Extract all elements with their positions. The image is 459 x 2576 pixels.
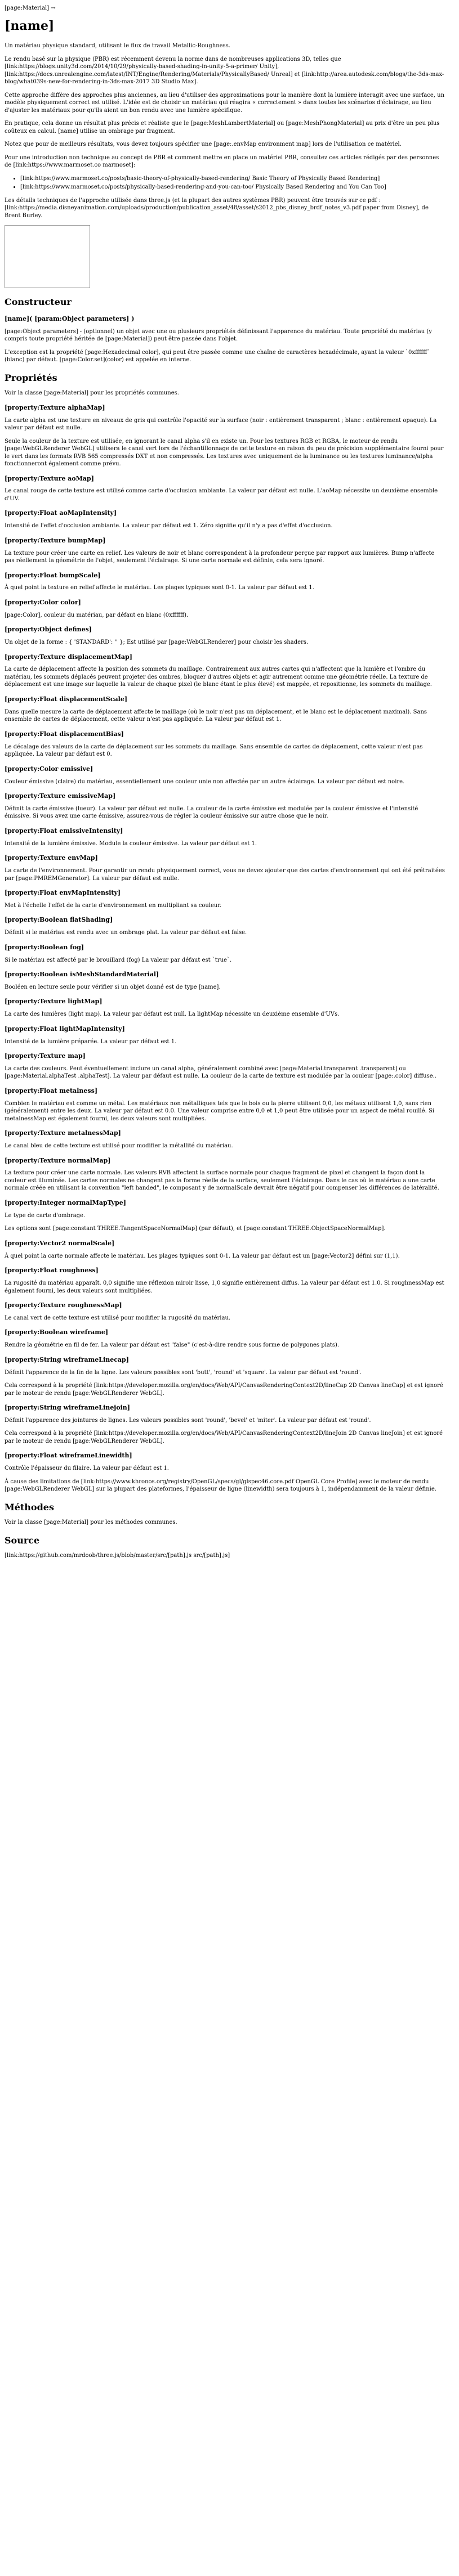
property-description: Contrôle l'épaisseur du filaire. La valeur par défaut est 1.: [5, 1465, 169, 1472]
property-description: Combien le matériau est comme un métal. Les matériaux non métalliques tels que le bois ou la pierre utilisent 0,0, les métaux utilisent 1,0, sans rien (généralement) entre les deux. La valeur par défaut est 0.0. Une valeur comprise entre 0,0 et 1,0 peut être utilisée pour un aspect de métal rouillé. Si metalnessMap est également fourni, les deux valeurs sont multipliées.: [5, 1100, 434, 1122]
property-heading: [property:Color color]: [5, 598, 81, 606]
intro-paragraph: Cette approche diffère des approches plus anciennes, au lieu d'utiliser des approximations pour la manière dont la lumière interagit avec une surface, un modèle physiquement correct est utilisé. L'idée est de choisir un matériau qui réagira « correctement » dans toutes les scénarios d'éclairage, au lieu d'ajuster les matériaux pour qu'ils aient un bon rendu avec une lumière spécifique.: [5, 92, 445, 114]
article-link-item[interactable]: • [link:https://www.marmoset.co/posts/physically-based-rendering-and-you-can-too/ Physically Based Rendering and You Can Too]: [20, 183, 445, 191]
property-description: La rugosité du matériau apparaît. 0,0 signifie une réflexion miroir lisse, 1,0 signifie entièrement diffus. La valeur par défaut est 1.0. Si roughnessMap est également fourni, les deux valeurs sont multipliées.: [5, 1280, 444, 1294]
property-description: Intensité de la lumière préparée. La valeur par défaut est 1.: [5, 1038, 177, 1045]
property-description: Intensité de l'effet d'occlusion ambiante. La valeur par défaut est 1. Zéro signifie qu'il n'y a pas d'effet d'occlusion.: [5, 523, 333, 529]
property-heading: [property:Boolean isMeshStandardMaterial]: [5, 971, 159, 979]
article-link-item[interactable]: • [link:https://www.marmoset.co/posts/basic-theory-of-physically-based-rendering/ Basic Theory of Physically Based Rendering]: [20, 175, 445, 183]
property-heading: [property:Float envMapIntensity]: [5, 889, 121, 897]
page-title: [name]: [5, 18, 55, 33]
property-description: Le type de carte d'ombrage.: [5, 1212, 86, 1219]
constructor-paragraph: L'exception est la propriété [page:Hexadecimal color], qui peut être passée comme une chaîne de caractères hexadécimale, ayant la valeur `0xffffff` (blanc) par défaut. [page:Color.set](color) est appelée en interne.: [5, 349, 430, 363]
property-heading: [property:Boolean fog]: [5, 943, 84, 951]
property-description: Cela correspond à la propriété [link:https://developer.mozilla.org/en/docs/Web/API/CanvasRenderingContext2D/lineCap 2D Canvas lineCap] et est ignoré par le moteur de rendu [page:WebGLRenderer WebGL].: [5, 1383, 443, 1397]
property-description: La texture pour créer une carte normale. Les valeurs RVB affectent la surface normale pour chaque fragment de pixel et changent la façon dont la couleur est illuminée. Les cartes normales ne changent pas la forme réelle de la surface, seulement l'éclairage. Dans le cas où le matériau a une carte normale créée en utilisant la convention "left handed", le composant y de normalScale devrait être négatif pour compenser les différences de latéralité.: [5, 1170, 439, 1192]
property-description: La carte alpha est une texture en niveaux de gris qui contrôle l'opacité sur la surface (noir : entièrement transparent ; blanc : entièrement opaque). La valeur par défaut est nulle.: [5, 417, 437, 432]
intro-section: [5, 42, 445, 169]
property-description: La texture pour créer une carte en relief. Les valeurs de noir et blanc correspondent à la profondeur perçue par rapport aux lumières. Bump n'affecte pas réellement la géométrie de l'objet, seulement l'éclairage. Si une carte normale est définie, cela sera ignoré.: [5, 550, 435, 564]
property-heading: [property:Texture displacementMap]: [5, 653, 132, 661]
property-heading: [property:Texture envMap]: [5, 854, 98, 862]
property-heading: [property:Color emissive]: [5, 765, 93, 773]
property-description: Booléen en lecture seule pour vérifier si un objet donné est de type [name].: [5, 984, 221, 990]
property-heading: [property:Boolean wireframe]: [5, 1329, 109, 1336]
property-description: La carte des lumières (light map). La valeur par défaut est null. La lightMap nécessite un deuxième ensemble d'UVs.: [5, 1011, 340, 1018]
property-description: Cela correspond à la propriété [link:https://developer.mozilla.org/en/docs/Web/API/CanvasRenderingContext2D/lineJoin 2D Canvas lineJoin] et est ignoré par le moteur de rendu [page:WebGLRenderer WebGL].: [5, 1430, 443, 1444]
property-description: À quel point la texture en relief affecte le matériau. Les plages typiques sont 0-1. La valeur par défaut est 1.: [5, 585, 314, 591]
property-heading: [property:Float roughness]: [5, 1267, 99, 1274]
property-heading: [property:Float wireframeLinewidth]: [5, 1452, 132, 1460]
constructor-description: [5, 328, 445, 364]
property-heading: [property:Integer normalMapType]: [5, 1199, 126, 1206]
property-heading: [property:Boolean flatShading]: [5, 916, 113, 924]
property-heading: [property:Float displacementBias]: [5, 730, 124, 738]
source-link[interactable]: [link:https://github.com/mrdoob/three.js/blob/master/src/[path].js src/[path].js]: [5, 1552, 230, 1559]
property-heading: [property:Texture alphaMap]: [5, 403, 105, 411]
property-description: Un objet de la forme : { 'STANDARD': '' }; Est utilisé par [page:WebGLRenderer] pour choisir les shaders.: [5, 639, 309, 646]
property-heading: [property:Float lightMapIntensity]: [5, 1025, 125, 1033]
intro-paragraph: Pour une introduction non technique au concept de PBR et comment mettre en place un matériel PBR, consultez ces articles rédigés par des personnes de [link:https://www.marmoset.co marmoset]:: [5, 154, 439, 169]
property-heading: [property:Texture emissiveMap]: [5, 792, 116, 800]
property-heading: [property:String wireframeLinejoin]: [5, 1404, 130, 1412]
intro-paragraph: Le rendu basé sur la physique (PBR) est récemment devenu la norme dans de nombreuses applications 3D, telles que [link:https://blogs.unity3d.com/2014/10/29/physically-based-shading-in-unity-5-a-primer/ Unity], [link:https://docs.unrealengine.com/latest/INT/Engine/Rendering/Materials/PhysicallyBased/ Unreal] et [link:http://area.autodesk.com/blogs/the-3ds-max-blog/what039s-new-for-rendering-in-3ds-max-2017 3D Studio Max].: [5, 56, 444, 86]
property-description: Couleur émissive (claire) du matériau, essentiellement une couleur unie non affectée par un autre éclairage. La valeur par défaut est noire.: [5, 778, 405, 785]
property-heading: [property:Vector2 normalScale]: [5, 1239, 115, 1247]
constructor-heading: Constructeur: [5, 297, 72, 308]
source-heading: Source: [5, 1534, 40, 1546]
property-heading: [property:Object defines]: [5, 626, 92, 634]
property-heading: [property:Texture aoMap]: [5, 474, 94, 482]
property-description: À quel point la carte normale affecte le matériau. Les plages typiques sont 0-1. La valeur par défaut est un [page:Vector2] défini sur (1,1).: [5, 1253, 400, 1259]
property-description: Met à l'échelle l'effet de la carte d'environnement en multipliant sa couleur.: [5, 902, 222, 909]
property-description: Rendre la géométrie en fil de fer. La valeur par défaut est "false" (c'est-à-dire rendre sous forme de polygones plats).: [5, 1342, 340, 1349]
property-description: [page:Color], couleur du matériau, par défaut en blanc (0xffffff).: [5, 612, 189, 618]
property-heading: [property:Float emissiveIntensity]: [5, 827, 123, 834]
property-description: Le canal vert de cette texture est utilisé pour modifier la rugosité du matériau.: [5, 1314, 231, 1321]
property-description: Le décalage des valeurs de la carte de déplacement sur les sommets du maillage. Sans ensemble de cartes de déplacement, cette valeur n'est pas appliquée. La valeur par défaut est 0.: [5, 743, 423, 758]
property-description: La carte de l'environnement. Pour garantir un rendu physiquement correct, vous ne devez ajouter que des cartes d'environnement qui ont été prétraitées par [page:PMREMGenerator]. La valeur par défaut est nulle.: [5, 868, 445, 882]
properties-intro: Voir la classe [page:Material] pour les propriétés communes.: [5, 390, 179, 397]
breadcrumb[interactable]: [page:Material] →: [5, 5, 56, 11]
property-heading: [property:String wireframeLinecap]: [5, 1356, 129, 1363]
property-description: Le canal bleu de cette texture est utilisé pour modifier la métallité du matériau.: [5, 1143, 233, 1150]
property-description: Dans quelle mesure la carte de déplacement affecte le maillage (où le noir n'est pas un déplacement, et le blanc est le déplacement maximal). Sans ensemble de cartes de déplacement, cette valeur n'est pas appliquée. La valeur par défaut est 1.: [5, 708, 427, 723]
property-description: La carte des couleurs. Peut éventuellement inclure un canal alpha, généralement combiné avec [page:Material.transparent .transparent] ou [page:Material.alphaTest .alphaTest]. La valeur par défaut est nulle. La couleur de la carte de texture est modulée par la couleur [page:.color] diffuse..: [5, 1065, 437, 1080]
article-links-list: [5, 175, 445, 191]
property-heading: [property:Float displacementScale]: [5, 695, 128, 703]
property-description: Définit la carte émissive (lueur). La valeur par défaut est nulle. La couleur de la carte émissive est modulée par la couleur émissive et l'intensité émissive. Si vous avez une carte émissive, assurez-vous de régler la couleur émissive sur autre chose que le noir.: [5, 805, 418, 820]
constructor-paragraph: [page:Object parameters] - (optionnel) un objet avec une ou plusieurs propriétés définissant l'apparence du matériau. Toute propriété du matériau (y compris toute propriété héritée de [page:Material]) peut être passée dans l'objet.: [5, 328, 432, 343]
property-description: À cause des limitations de [link:https://www.khronos.org/registry/OpenGL/specs/gl/glspec46.core.pdf OpenGL Core Profile] avec le moteur de rendu [page:WebGLRenderer WebGL] sur la plupart des plateformes, l'épaisseur de ligne (linewidth) sera toujours à 1, indépendamment de la valeur définie.: [5, 1478, 436, 1493]
properties-list: [5, 404, 445, 1493]
property-heading: [property:Texture roughnessMap]: [5, 1302, 122, 1309]
property-description: Intensité de la lumière émissive. Module la couleur émissive. La valeur par défaut est 1.: [5, 840, 257, 847]
intro-paragraph: Un matériau physique standard, utilisant le flux de travail Metallic-Roughness.: [5, 43, 231, 50]
property-description: Seule la couleur de la texture est utilisée, en ignorant le canal alpha s'il en existe un. Pour les textures RGB et RGBA, le moteur de rendu [page:WebGLRenderer WebGL] utilisera le canal vert lors de l'échantillonnage de cette texture en raison du peu de précision supplémentaire fourni pour le vert dans les formats RVB 565 compressés DXT et non compressés. Les textures avec uniquement de la luminance ou les textures luminance/alpha fonctionneront également comme prévu.: [5, 438, 444, 468]
property-description: Définit l'apparence des jointures de lignes. Les valeurs possibles sont 'round', 'bevel' et 'miter'. La valeur par défaut est 'round'.: [5, 1417, 371, 1424]
methods-heading: Méthodes: [5, 1501, 54, 1513]
property-description: Les options sont [page:constant THREE.TangentSpaceNormalMap] (par défaut), et [page:constant THREE.ObjectSpaceNormalMap].: [5, 1226, 386, 1232]
property-description: Définit si le matériau est rendu avec un ombrage plat. La valeur par défaut est false.: [5, 930, 247, 936]
example-image-placeholder: [5, 225, 90, 288]
properties-heading: Propriétés: [5, 372, 57, 383]
property-description: La carte de déplacement affecte la position des sommets du maillage. Contrairement aux autres cartes qui n'affectent que la lumière et l'ombre du matériau, les sommets déplacés peuvent projeter des ombres, bloquer d'autres objets et agir autrement comme une géométrie réelle. La texture de déplacement est une image sur laquelle la valeur de chaque pixel (le blanc étant le plus élevé) est mappée, et repositionne, les sommets du maillage.: [5, 666, 432, 688]
constructor-signature: [name]( [param:Object parameters] ): [5, 315, 135, 322]
intro-paragraph: En pratique, cela donne un résultat plus précis et réaliste que le [page:MeshLambertMaterial] ou [page:MeshPhongMaterial] au prix d'être un peu plus coûteux en calcul. [name] utilise un ombrage par fragment.: [5, 120, 440, 134]
property-heading: [property:Texture lightMap]: [5, 998, 103, 1006]
property-heading: [property:Texture bumpMap]: [5, 536, 106, 544]
property-description: Le canal rouge de cette texture est utilisé comme carte d'occlusion ambiante. La valeur par défaut est nulle. L'aoMap nécessite un deuxième ensemble d'UV.: [5, 488, 438, 502]
intro-paragraph: Notez que pour de meilleurs résultats, vous devez toujours spécifier une [page:.envMap environment map] lors de l'utilisation ce matériel.: [5, 141, 402, 148]
property-description: Définit l'apparence de la fin de la ligne. Les valeurs possibles sont 'butt', 'round' et 'square'. La valeur par défaut est 'round'.: [5, 1369, 362, 1376]
property-heading: [property:Texture normalMap]: [5, 1156, 111, 1164]
property-heading: [property:Texture map]: [5, 1052, 86, 1060]
property-description: Si le matériau est affecté par le brouillard (fog) La valeur par défaut est `true`.: [5, 957, 232, 963]
property-heading: [property:Float bumpScale]: [5, 571, 101, 579]
disney-paper-paragraph: Les détails techniques de l'approche utilisée dans three.js (et la plupart des autres systèmes PBR) peuvent être trouvés sur ce pdf : [link:https://media.disneyanimation.com/uploads/production/publication_asset/48/asset/s2012_pbs_disney_brdf_notes_v3.pdf paper from Disney], de Brent Burley.: [5, 197, 429, 219]
property-heading: [property:Texture metalnessMap]: [5, 1129, 121, 1137]
methods-text: Voir la classe [page:Material] pour les méthodes communes.: [5, 1519, 177, 1526]
property-heading: [property:Float aoMapIntensity]: [5, 509, 117, 517]
property-heading: [property:Float metalness]: [5, 1087, 98, 1094]
